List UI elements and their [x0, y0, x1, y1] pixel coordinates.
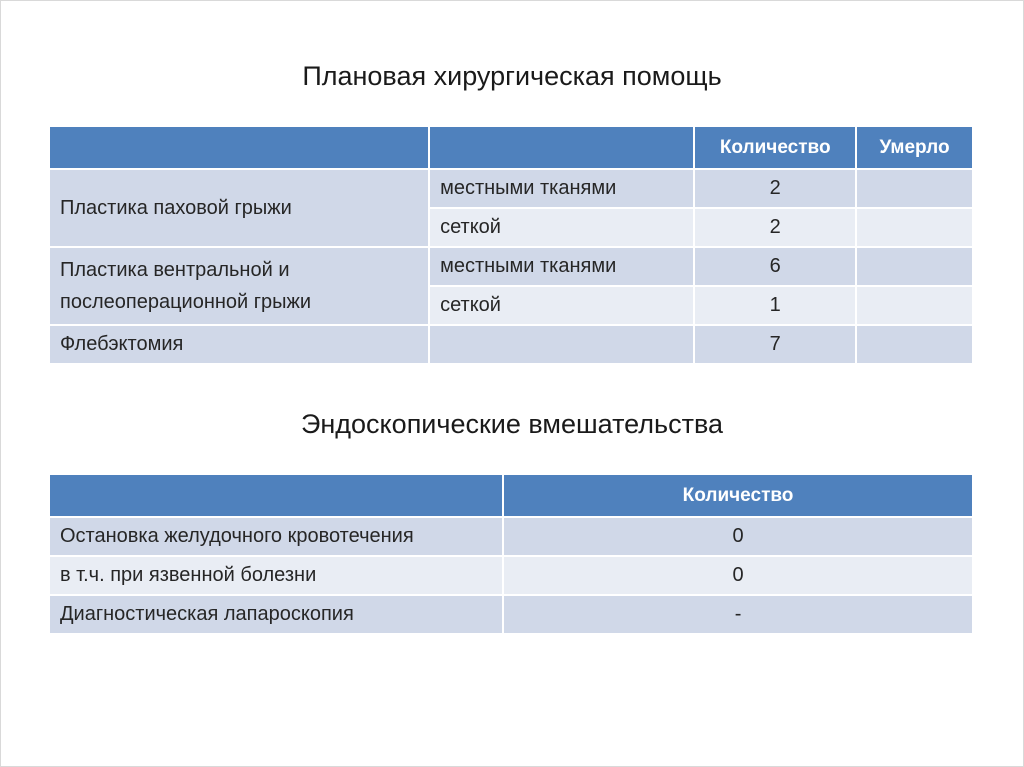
count-cell: 0 [503, 517, 973, 556]
died-cell [856, 325, 973, 364]
procedure-name: Пластика вентральной и послеоперационной грыжи [49, 247, 429, 325]
header-cell-procedure [49, 126, 429, 169]
header-cell-count: Количество [694, 126, 856, 169]
count-cell: - [503, 595, 973, 634]
procedure-name: Пластика паховой грыжи [49, 169, 429, 247]
table-row [49, 556, 973, 595]
header-cell-count: Количество [503, 474, 973, 517]
count-cell: 7 [694, 325, 856, 364]
method-cell [429, 325, 694, 364]
method-cell: местными тканями [429, 169, 694, 208]
count-cell: 1 [694, 286, 856, 325]
header-cell-method [429, 126, 694, 169]
table-header-row [49, 474, 973, 517]
header-cell-died: Умерло [856, 126, 973, 169]
count-cell: 2 [694, 208, 856, 247]
table-row [49, 517, 973, 556]
died-cell [856, 247, 973, 286]
method-cell: сеткой [429, 208, 694, 247]
slide-title-endoscopic: Эндоскопические вмешательства [300, 409, 724, 439]
table-row [49, 169, 973, 208]
procedure-name: в т.ч. при язвенной болезни [49, 556, 503, 595]
procedure-name: Диагностическая лапароскопия [49, 595, 503, 634]
method-cell: местными тканями [429, 247, 694, 286]
method-cell: сеткой [429, 286, 694, 325]
died-cell [856, 208, 973, 247]
planned-surgery-table [48, 125, 974, 365]
table-row [49, 247, 973, 286]
procedure-name: Остановка желудочного кровотечения [49, 517, 503, 556]
died-cell [856, 286, 973, 325]
table-row [49, 325, 973, 364]
count-cell: 2 [694, 169, 856, 208]
count-cell: 0 [503, 556, 973, 595]
table-header-row [49, 126, 973, 169]
table-row [49, 595, 973, 634]
count-cell: 6 [694, 247, 856, 286]
procedure-name: Флебэктомия [49, 325, 429, 364]
died-cell [856, 169, 973, 208]
slide-title-planned-surgery: Плановая хирургическая помощь [302, 61, 722, 91]
endoscopic-table [48, 473, 974, 635]
header-cell-procedure [49, 474, 503, 517]
